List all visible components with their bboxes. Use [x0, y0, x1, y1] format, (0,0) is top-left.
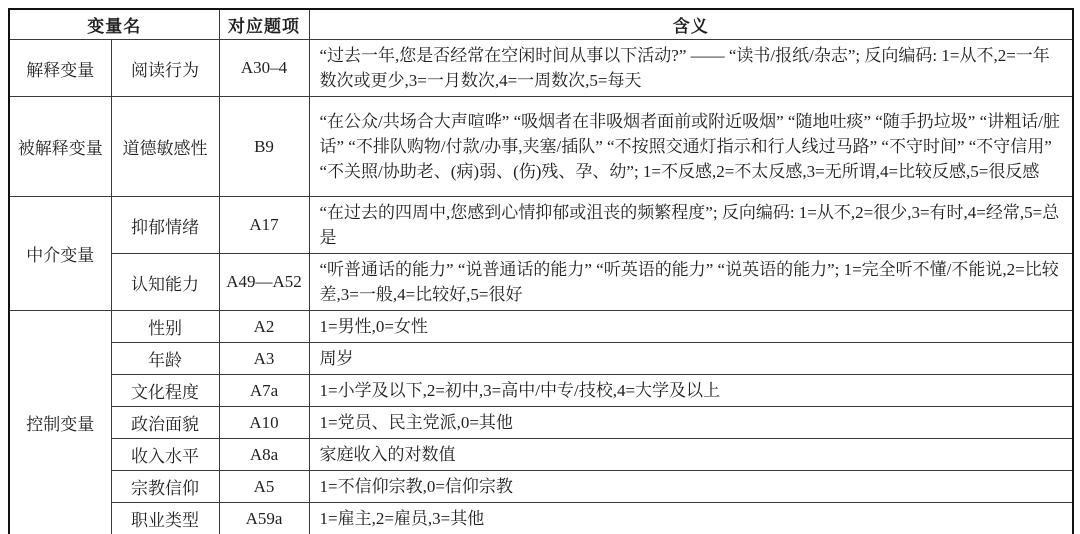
meaning-cell: “在过去的四周中,您感到心情抑郁或沮丧的频繁程度”; 反向编码: 1=从不,2=很少,3=有时,4=经常,5=总是	[309, 197, 1073, 254]
table-row-mediator-2	[9, 254, 1073, 311]
variable-name-cell: 认知能力	[111, 254, 219, 311]
question-item-cell: A10	[219, 407, 309, 439]
table-row-explained	[9, 97, 1073, 197]
question-item-cell: B9	[219, 97, 309, 197]
category-cell: 控制变量	[9, 311, 111, 534]
table-header-row	[9, 9, 1073, 40]
variable-name-cell: 宗教信仰	[111, 471, 219, 503]
meaning-cell: “在公众/共场合大声喧哗” “吸烟者在非吸烟者面前或附近吸烟” “随地吐痰” “随手扔垃圾” “讲粗话/脏话” “不排队购物/付款/办事,夹塞/插队” “不按照交通灯指示和行人线过马路” “不守时间” “不守信用” “不关照/协助老、(病)弱、(伤)残、孕、幼”; 1=不反感,2=不太反感,3=无所谓,4=比较反感,5=很反感	[309, 97, 1073, 197]
category-cell: 中介变量	[9, 197, 111, 311]
meaning-cell: 1=雇主,2=雇员,3=其他	[309, 503, 1073, 534]
variable-name-cell: 性别	[111, 311, 219, 343]
question-item-cell: A3	[219, 343, 309, 375]
table-row-control-gender	[9, 311, 1073, 343]
header-question-item: 对应题项	[219, 9, 309, 40]
header-variable-name: 变量名	[9, 9, 219, 40]
table-row-explanatory	[9, 40, 1073, 97]
category-cell: 被解释变量	[9, 97, 111, 197]
meaning-cell: 1=不信仰宗教,0=信仰宗教	[309, 471, 1073, 503]
variables-definition-table	[8, 8, 1074, 534]
header-meaning: 含义	[309, 9, 1073, 40]
category-cell: 解释变量	[9, 40, 111, 97]
table-row-control-age	[9, 343, 1073, 375]
meaning-cell: “听普通话的能力” “说普通话的能力” “听英语的能力” “说英语的能力”; 1=完全听不懂/不能说,2=比较差,3=一般,4=比较好,5=很好	[309, 254, 1073, 311]
variable-name-cell: 收入水平	[111, 439, 219, 471]
meaning-cell: 周岁	[309, 343, 1073, 375]
question-item-cell: A5	[219, 471, 309, 503]
question-item-cell: A17	[219, 197, 309, 254]
variable-name-cell: 抑郁情绪	[111, 197, 219, 254]
variable-name-cell: 职业类型	[111, 503, 219, 534]
table-row-control-occupation	[9, 503, 1073, 534]
table-row-mediator-1	[9, 197, 1073, 254]
question-item-cell: A2	[219, 311, 309, 343]
variable-name-cell: 年龄	[111, 343, 219, 375]
meaning-cell: 1=党员、民主党派,0=其他	[309, 407, 1073, 439]
question-item-cell: A7a	[219, 375, 309, 407]
question-item-cell: A30–4	[219, 40, 309, 97]
variable-name-cell: 道德敏感性	[111, 97, 219, 197]
meaning-cell: “过去一年,您是否经常在空闲时间从事以下活动?” —— “读书/报纸/杂志”; 反向编码: 1=从不,2=一年数次或更少,3=一月数次,4=一周数次,5=每天	[309, 40, 1073, 97]
question-item-cell: A49—A52	[219, 254, 309, 311]
variable-name-cell: 政治面貌	[111, 407, 219, 439]
table-row-control-education	[9, 375, 1073, 407]
table-row-control-income	[9, 439, 1073, 471]
table-row-control-religion	[9, 471, 1073, 503]
table-row-control-political	[9, 407, 1073, 439]
meaning-cell: 1=小学及以下,2=初中,3=高中/中专/技校,4=大学及以上	[309, 375, 1073, 407]
question-item-cell: A8a	[219, 439, 309, 471]
question-item-cell: A59a	[219, 503, 309, 534]
meaning-cell: 1=男性,0=女性	[309, 311, 1073, 343]
meaning-cell: 家庭收入的对数值	[309, 439, 1073, 471]
variable-name-cell: 文化程度	[111, 375, 219, 407]
variable-name-cell: 阅读行为	[111, 40, 219, 97]
